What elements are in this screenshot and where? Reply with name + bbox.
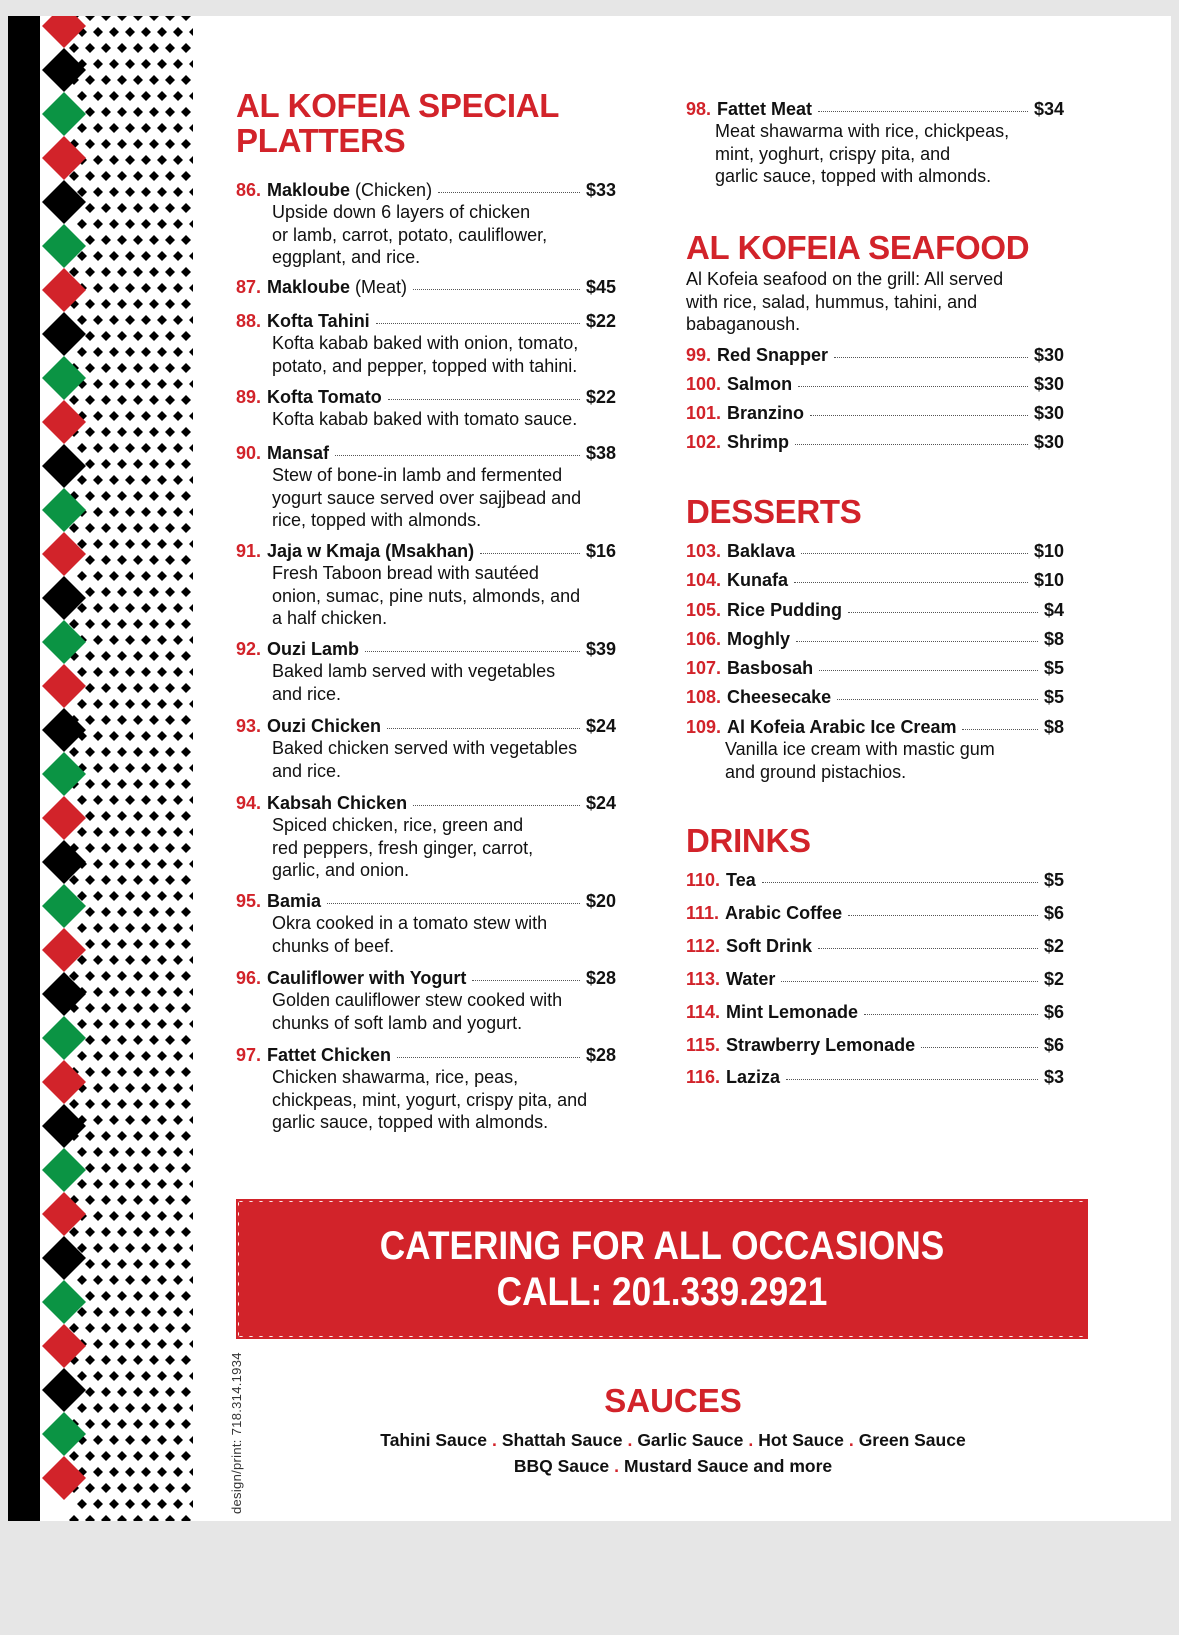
item-description: Meat shawarma with rice, chickpeas, mint, yoghurt, crispy pita, and garlic sauce, topped with almonds.: [715, 121, 1010, 186]
dot-leader: [848, 915, 1038, 916]
item-number: 88.: [236, 311, 262, 331]
item-name: Strawberry Lemonade: [726, 1035, 916, 1055]
item-variant: (Meat): [350, 277, 408, 297]
item-description: Fresh Taboon bread with sautéed onion, sumac, pine nuts, almonds, and a half chicken.: [272, 563, 581, 628]
item-number: 97.: [236, 1045, 262, 1065]
banner-line-phone: CALL: 201.339.2921: [496, 1270, 828, 1314]
menu-item-row: [236, 890, 616, 912]
item-price: $22: [585, 311, 616, 331]
item-name: Cheesecake: [727, 687, 832, 707]
catering-banner: [236, 1199, 1088, 1339]
item-price: $6: [1043, 1002, 1064, 1022]
dot-leader: [327, 903, 580, 904]
menu-item-row: [686, 98, 1064, 120]
banner-line-catering: CATERING FOR ALL OCCASIONS: [379, 1224, 945, 1268]
item-price: $45: [585, 277, 616, 297]
dot-leader: [818, 111, 1028, 112]
item-name: Ouzi Chicken: [267, 716, 382, 736]
item-description: Golden cauliflower stew cooked with chunks of soft lamb and yogurt.: [272, 990, 563, 1033]
dot-leader: [397, 1057, 580, 1058]
item-price: $20: [585, 891, 616, 911]
item-price: $24: [585, 716, 616, 736]
item-name: Fattet Meat: [717, 99, 813, 119]
item-number: 86.: [236, 180, 262, 200]
item-price: $6: [1043, 903, 1064, 923]
item-description: Vanilla ice cream with mastic gum and ground pistachios.: [725, 739, 995, 782]
item-name: Rice Pudding: [727, 600, 843, 620]
item-price: $39: [585, 639, 616, 659]
item-number: 116.: [686, 1067, 721, 1087]
item-number: 100.: [686, 374, 722, 394]
item-price: $4: [1043, 600, 1064, 620]
dot-leader: [781, 981, 1038, 982]
item-description: Kofta kabab baked with onion, tomato, potato, and pepper, topped with tahini.: [272, 333, 579, 376]
sauce-name: Hot Sauce: [758, 1430, 844, 1450]
menu-item-row: [236, 276, 616, 298]
item-name: Baklava: [727, 541, 796, 561]
sauce-separator: .: [614, 1456, 620, 1476]
item-name: Ouzi Lamb: [267, 639, 360, 659]
dot-leader: [438, 192, 580, 193]
item-name: Makloube (Meat): [267, 277, 408, 297]
item-number: 104.: [686, 570, 722, 590]
item-number: 105.: [686, 600, 722, 620]
item-name: Kunafa: [727, 570, 789, 590]
item-description: Spiced chicken, rice, green and red peppers, fresh ginger, carrot, garlic, and onion.: [272, 815, 534, 880]
section-title-line: AL KOFEIA SPECIAL: [236, 87, 560, 124]
item-number: 106.: [686, 629, 722, 649]
sauce-separator: .: [627, 1430, 633, 1450]
sauce-name: BBQ Sauce: [513, 1456, 610, 1476]
menu-item-row: [686, 716, 1064, 738]
item-number: 102.: [686, 432, 722, 452]
item-number: 112.: [686, 936, 721, 956]
item-price: $5: [1043, 687, 1064, 707]
section-title-desserts: DESSERTS: [686, 493, 862, 530]
dot-leader: [848, 612, 1038, 613]
sauces-line: [238, 1430, 1108, 1451]
item-name: Mansaf: [267, 443, 330, 463]
dot-leader: [413, 289, 580, 290]
item-name: Kabsah Chicken: [267, 793, 408, 813]
sauce-name: Tahini Sauce: [380, 1430, 487, 1450]
section-title-line: PLATTERS: [236, 122, 406, 159]
item-number: 98.: [686, 99, 712, 119]
item-name: Mint Lemonade: [726, 1002, 859, 1022]
item-name: Fattet Chicken: [267, 1045, 392, 1065]
item-number: 107.: [686, 658, 722, 678]
item-name: Bamia: [267, 891, 322, 911]
item-number: 95.: [236, 891, 262, 911]
item-name: Water: [726, 969, 776, 989]
item-number: 101.: [686, 403, 722, 423]
dot-leader: [365, 651, 580, 652]
sauce-name: Garlic Sauce: [637, 1430, 744, 1450]
menu-item-row: [686, 628, 1064, 650]
sauce-name: Shattah Sauce: [501, 1430, 623, 1450]
menu-item-row: [686, 431, 1064, 453]
section-title-seafood: AL KOFEIA SEAFOOD: [686, 229, 1030, 266]
item-price: $8: [1043, 629, 1064, 649]
dot-leader: [834, 357, 1028, 358]
dot-leader: [798, 386, 1028, 387]
item-name: Kofta Tomato: [267, 387, 382, 407]
item-name: Arabic Coffee: [725, 903, 843, 923]
item-description: Chicken shawarma, rice, peas, chickpeas, mint, yogurt, crispy pita, and garlic sauce, topped with almonds.: [272, 1067, 588, 1132]
menu-item-row: [236, 310, 616, 332]
dot-leader: [810, 415, 1028, 416]
sauces-line: [238, 1456, 1108, 1477]
menu-item-row: [686, 344, 1064, 366]
item-name: Tea: [726, 870, 756, 890]
item-number: 110.: [686, 870, 721, 890]
dot-leader: [837, 699, 1038, 700]
item-name: Red Snapper: [717, 345, 829, 365]
item-number: 93.: [236, 716, 262, 736]
menu-item-row: [236, 540, 616, 562]
sauce-separator: .: [848, 1430, 854, 1450]
menu-item-row: [236, 792, 616, 814]
item-number: 114.: [686, 1002, 721, 1022]
item-description: Kofta kabab baked with tomato sauce.: [272, 409, 578, 429]
dot-leader: [413, 805, 580, 806]
dot-leader: [376, 323, 580, 324]
item-price: $3: [1043, 1067, 1064, 1087]
item-name: Jaja w Kmaja (Msakhan): [267, 541, 475, 561]
item-price: $24: [585, 793, 616, 813]
item-number: 103.: [686, 541, 722, 561]
seafood-intro: Al Kofeia seafood on the grill: All served with rice, salad, hummus, tahini, and babaganoush.: [686, 269, 1004, 334]
menu-item-row: [236, 1044, 616, 1066]
dot-leader: [480, 553, 580, 554]
item-price: $6: [1043, 1035, 1064, 1055]
design-credit: design/print: 718.314.1934: [229, 1352, 244, 1514]
dot-leader: [762, 882, 1038, 883]
menu-item-row: [686, 402, 1064, 424]
menu-item-row: [236, 715, 616, 737]
item-description: Stew of bone-in lamb and fermented yogurt sauce served over sajjbead and rice, topped with almonds.: [272, 465, 582, 530]
item-price: $30: [1033, 432, 1064, 452]
dot-leader: [387, 728, 580, 729]
item-price: $28: [585, 968, 616, 988]
item-name: Kofta Tahini: [267, 311, 370, 331]
dot-leader: [795, 444, 1028, 445]
sauce-separator: .: [491, 1430, 497, 1450]
item-description: Baked lamb served with vegetables and rice.: [272, 661, 556, 704]
item-number: 92.: [236, 639, 262, 659]
menu-item-row: [236, 442, 616, 464]
dot-leader: [962, 729, 1038, 730]
item-number: 113.: [686, 969, 721, 989]
menu-item-row: [686, 657, 1064, 679]
decorative-border: [8, 16, 193, 1521]
menu-item-row: [686, 1001, 1064, 1023]
menu-item-row: [686, 373, 1064, 395]
dot-leader: [819, 670, 1038, 671]
menu-item-row: [236, 638, 616, 660]
item-description: Upside down 6 layers of chicken or lamb, carrot, potato, cauliflower, eggplant, and rice.: [272, 202, 548, 267]
item-number: 96.: [236, 968, 262, 988]
item-name: Al Kofeia Arabic Ice Cream: [727, 717, 957, 737]
item-price: $30: [1033, 374, 1064, 394]
menu-page: [8, 16, 1171, 1521]
item-number: 115.: [686, 1035, 721, 1055]
menu-item-row: [686, 686, 1064, 708]
menu-item-row: [236, 179, 616, 201]
item-name: Makloube (Chicken): [267, 180, 433, 200]
menu-item-row: [686, 599, 1064, 621]
dot-leader: [801, 553, 1028, 554]
dot-leader: [864, 1014, 1038, 1015]
item-price: $8: [1043, 717, 1064, 737]
item-number: 91.: [236, 541, 262, 561]
menu-item-row: [236, 967, 616, 989]
dot-leader: [472, 980, 580, 981]
section-title-platters: [236, 88, 559, 158]
item-price: $5: [1043, 658, 1064, 678]
item-price: $2: [1043, 969, 1064, 989]
item-description: Baked chicken served with vegetables and rice.: [272, 738, 578, 781]
item-number: 90.: [236, 443, 262, 463]
menu-item-row: [236, 386, 616, 408]
menu-item-row: [686, 968, 1064, 990]
item-price: $5: [1043, 870, 1064, 890]
item-number: 94.: [236, 793, 262, 813]
item-name: Shrimp: [727, 432, 790, 452]
item-name: Branzino: [727, 403, 805, 423]
menu-item-row: [686, 902, 1064, 924]
menu-item-row: [686, 1066, 1064, 1088]
item-price: $30: [1033, 403, 1064, 423]
sauce-name: Mustard Sauce and more: [624, 1456, 833, 1476]
item-price: $30: [1033, 345, 1064, 365]
item-price: $38: [585, 443, 616, 463]
menu-item-row: [686, 540, 1064, 562]
menu-item-row: [686, 1034, 1064, 1056]
item-name: Cauliflower with Yogurt: [267, 968, 467, 988]
sauce-separator: .: [748, 1430, 754, 1450]
item-price: $10: [1033, 570, 1064, 590]
menu-item-row: [686, 869, 1064, 891]
item-price: $10: [1033, 541, 1064, 561]
item-price: $16: [585, 541, 616, 561]
dot-leader: [921, 1047, 1038, 1048]
item-number: 111.: [686, 903, 720, 923]
section-title-sauces: SAUCES: [604, 1382, 742, 1419]
section-title-drinks: DRINKS: [686, 822, 811, 859]
item-price: $22: [585, 387, 616, 407]
sauce-name: Green Sauce: [858, 1430, 966, 1450]
dot-leader: [796, 641, 1038, 642]
menu-item-row: [686, 569, 1064, 591]
menu-item-row: [686, 935, 1064, 957]
dot-leader: [335, 455, 580, 456]
item-price: $34: [1033, 99, 1064, 119]
item-number: 99.: [686, 345, 712, 365]
item-price: $28: [585, 1045, 616, 1065]
item-variant: (Chicken): [350, 180, 433, 200]
item-number: 87.: [236, 277, 262, 297]
item-name: Basbosah: [727, 658, 814, 678]
item-number: 108.: [686, 687, 722, 707]
dot-leader: [388, 399, 580, 400]
item-name: Soft Drink: [726, 936, 813, 956]
item-name: Salmon: [727, 374, 793, 394]
item-number: 109.: [686, 717, 722, 737]
item-name: Laziza: [726, 1067, 781, 1087]
item-number: 89.: [236, 387, 262, 407]
item-description: Okra cooked in a tomato stew with chunks of beef.: [272, 913, 548, 956]
item-price: $33: [585, 180, 616, 200]
dot-leader: [794, 582, 1028, 583]
item-price: $2: [1043, 936, 1064, 956]
item-name: Moghly: [727, 629, 791, 649]
dot-leader: [818, 948, 1038, 949]
dot-leader: [786, 1079, 1038, 1080]
